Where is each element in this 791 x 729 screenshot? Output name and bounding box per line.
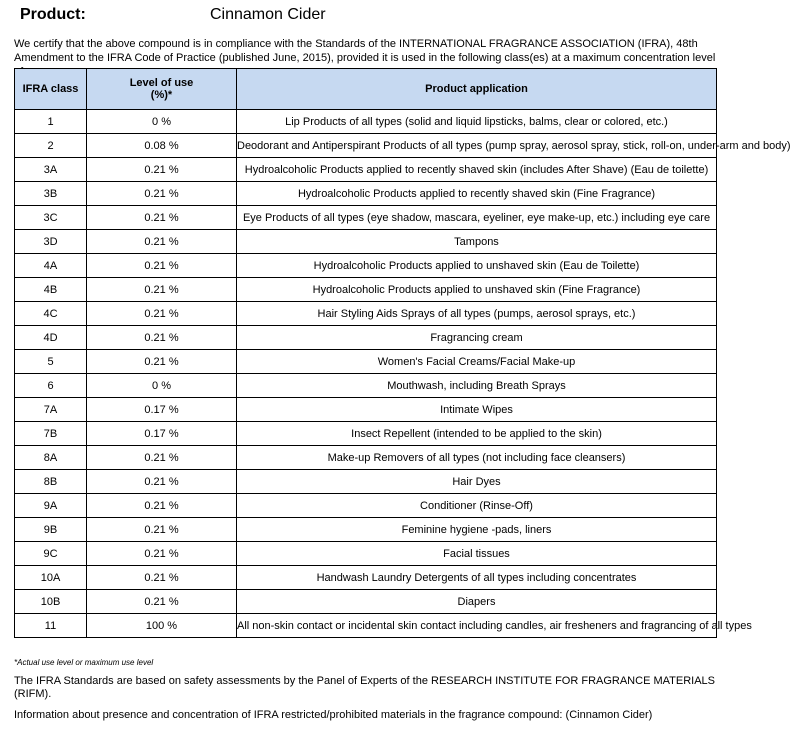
- table-row: [15, 566, 717, 590]
- cell-level-of-use: 0.08 %: [87, 134, 237, 158]
- ifra-class-table: [14, 68, 791, 638]
- cell-level-of-use: 0.21 %: [87, 518, 237, 542]
- cell-level-of-use: 0.21 %: [87, 206, 237, 230]
- table-row: [15, 206, 717, 230]
- product-name: Cinnamon Cider: [210, 6, 326, 23]
- table-row: [15, 254, 717, 278]
- cell-level-of-use: 0.21 %: [87, 158, 237, 182]
- table-row: [15, 614, 717, 638]
- cell-ifra-class: 3D: [15, 230, 87, 254]
- cell-ifra-class: 5: [15, 350, 87, 374]
- cell-level-of-use: 0.21 %: [87, 182, 237, 206]
- cell-product-application: Hydroalcoholic Products applied to unshaved skin (Eau de Toilette): [237, 254, 717, 278]
- cell-product-application: Make-up Removers of all types (not including face cleansers): [237, 446, 717, 470]
- table-row: [15, 230, 717, 254]
- cell-level-of-use: 0.21 %: [87, 566, 237, 590]
- cell-product-application: Hydroalcoholic Products applied to recently shaved skin (includes After Shave) (Eau de toilette): [237, 158, 717, 182]
- standards-statement: The IFRA Standards are based on safety assessments by the Panel of Experts of the RESEARCH INSTITUTE FOR FRAGRANCE MATERIALS (RIFM).: [14, 675, 715, 700]
- cell-level-of-use: 0.17 %: [87, 422, 237, 446]
- header-level-line2: (%)*: [150, 89, 173, 101]
- cell-ifra-class: 9C: [15, 542, 87, 566]
- table-row: [15, 398, 717, 422]
- table-row: [15, 134, 717, 158]
- cell-level-of-use: 0.21 %: [87, 542, 237, 566]
- cell-product-application: Lip Products of all types (solid and liquid lipsticks, balms, clear or colored, etc.): [237, 110, 717, 134]
- cell-ifra-class: 3B: [15, 182, 87, 206]
- table-row: [15, 302, 717, 326]
- header-ifra-class: IFRA class: [15, 69, 87, 110]
- cell-product-application: All non-skin contact or incidental skin contact including candles, air fresheners and fragrancing of all types: [237, 614, 717, 638]
- cell-ifra-class: 10B: [15, 590, 87, 614]
- cell-ifra-class: 2: [15, 134, 87, 158]
- cell-product-application: Hydroalcoholic Products applied to unshaved skin (Fine Fragrance): [237, 278, 717, 302]
- cell-product-application: Hair Dyes: [237, 470, 717, 494]
- cell-ifra-class: 11: [15, 614, 87, 638]
- product-label: Product:: [20, 6, 86, 23]
- table-row: [15, 182, 717, 206]
- cell-product-application: Facial tissues: [237, 542, 717, 566]
- cell-ifra-class: 8A: [15, 446, 87, 470]
- cell-ifra-class: 4D: [15, 326, 87, 350]
- cell-product-application: Hair Styling Aids Sprays of all types (pumps, aerosol sprays, etc.): [237, 302, 717, 326]
- cell-ifra-class: 7A: [15, 398, 87, 422]
- cell-level-of-use: 0.17 %: [87, 398, 237, 422]
- table-row: [15, 350, 717, 374]
- cell-ifra-class: 3C: [15, 206, 87, 230]
- cell-product-application: Feminine hygiene -pads, liners: [237, 518, 717, 542]
- cell-product-application: Tampons: [237, 230, 717, 254]
- product-line: [20, 6, 720, 26]
- cell-ifra-class: 8B: [15, 470, 87, 494]
- table-header-row: [15, 69, 717, 110]
- table-row: [15, 158, 717, 182]
- cell-level-of-use: 0 %: [87, 110, 237, 134]
- cell-level-of-use: 0.21 %: [87, 470, 237, 494]
- cell-level-of-use: 100 %: [87, 614, 237, 638]
- cell-product-application: Fragrancing cream: [237, 326, 717, 350]
- cell-product-application: Handwash Laundry Detergents of all types including concentrates: [237, 566, 717, 590]
- cell-level-of-use: 0.21 %: [87, 302, 237, 326]
- cell-level-of-use: 0.21 %: [87, 494, 237, 518]
- table-row: [15, 470, 717, 494]
- cell-product-application: Insect Repellent (intended to be applied to the skin): [237, 422, 717, 446]
- cell-level-of-use: 0.21 %: [87, 326, 237, 350]
- cell-level-of-use: 0.21 %: [87, 230, 237, 254]
- table-row: [15, 446, 717, 470]
- cell-product-application: Eye Products of all types (eye shadow, mascara, eyeliner, eye make-up, etc.) including eye care: [237, 206, 717, 230]
- cell-ifra-class: 7B: [15, 422, 87, 446]
- cell-level-of-use: 0.21 %: [87, 590, 237, 614]
- cell-level-of-use: 0.21 %: [87, 278, 237, 302]
- cell-product-application: Intimate Wipes: [237, 398, 717, 422]
- cell-level-of-use: 0.21 %: [87, 350, 237, 374]
- cell-product-application: Diapers: [237, 590, 717, 614]
- header-level-of-use: [87, 69, 237, 110]
- table-row: [15, 110, 717, 134]
- certification-statement: We certify that the above compound is in compliance with the Standards of the INTERNATIONAL FRAGRANCE ASSOCIATION (IFRA), 48th Amendment to the IFRA Code of Practice (published June, 2015), provided it is used in the following class(es) at a maximum concentration level: [14, 38, 716, 64]
- table-row: [15, 374, 717, 398]
- footnote: *Actual use level or maximum use level: [14, 658, 154, 667]
- table-row: [15, 326, 717, 350]
- cell-ifra-class: 9B: [15, 518, 87, 542]
- table-row: [15, 590, 717, 614]
- cell-ifra-class: 10A: [15, 566, 87, 590]
- table-row: [15, 518, 717, 542]
- cell-ifra-class: 9A: [15, 494, 87, 518]
- cell-product-application: Mouthwash, including Breath Sprays: [237, 374, 717, 398]
- restricted-materials-info: Information about presence and concentration of IFRA restricted/prohibited materials in the fragrance compound: (Cinnamon Cider): [14, 709, 653, 721]
- cell-ifra-class: 3A: [15, 158, 87, 182]
- header-product-application: Product application: [237, 69, 717, 110]
- header-level-line1: Level of use: [129, 77, 194, 89]
- table-row: [15, 422, 717, 446]
- table-row: [15, 542, 717, 566]
- cell-ifra-class: 4A: [15, 254, 87, 278]
- cell-product-application: Women's Facial Creams/Facial Make-up: [237, 350, 717, 374]
- cell-ifra-class: 4B: [15, 278, 87, 302]
- cell-level-of-use: 0.21 %: [87, 254, 237, 278]
- cell-product-application: Hydroalcoholic Products applied to recently shaved skin (Fine Fragrance): [237, 182, 717, 206]
- cell-level-of-use: 0 %: [87, 374, 237, 398]
- cell-level-of-use: 0.21 %: [87, 446, 237, 470]
- cell-ifra-class: 1: [15, 110, 87, 134]
- table-row: [15, 278, 717, 302]
- cell-product-application: Conditioner (Rinse-Off): [237, 494, 717, 518]
- cell-product-application: Deodorant and Antiperspirant Products of all types (pump spray, aerosol spray, stick, roll-on, under-arm and body): [237, 134, 717, 158]
- cell-ifra-class: 6: [15, 374, 87, 398]
- table-body: [15, 110, 791, 638]
- cell-ifra-class: 4C: [15, 302, 87, 326]
- table-row: [15, 494, 717, 518]
